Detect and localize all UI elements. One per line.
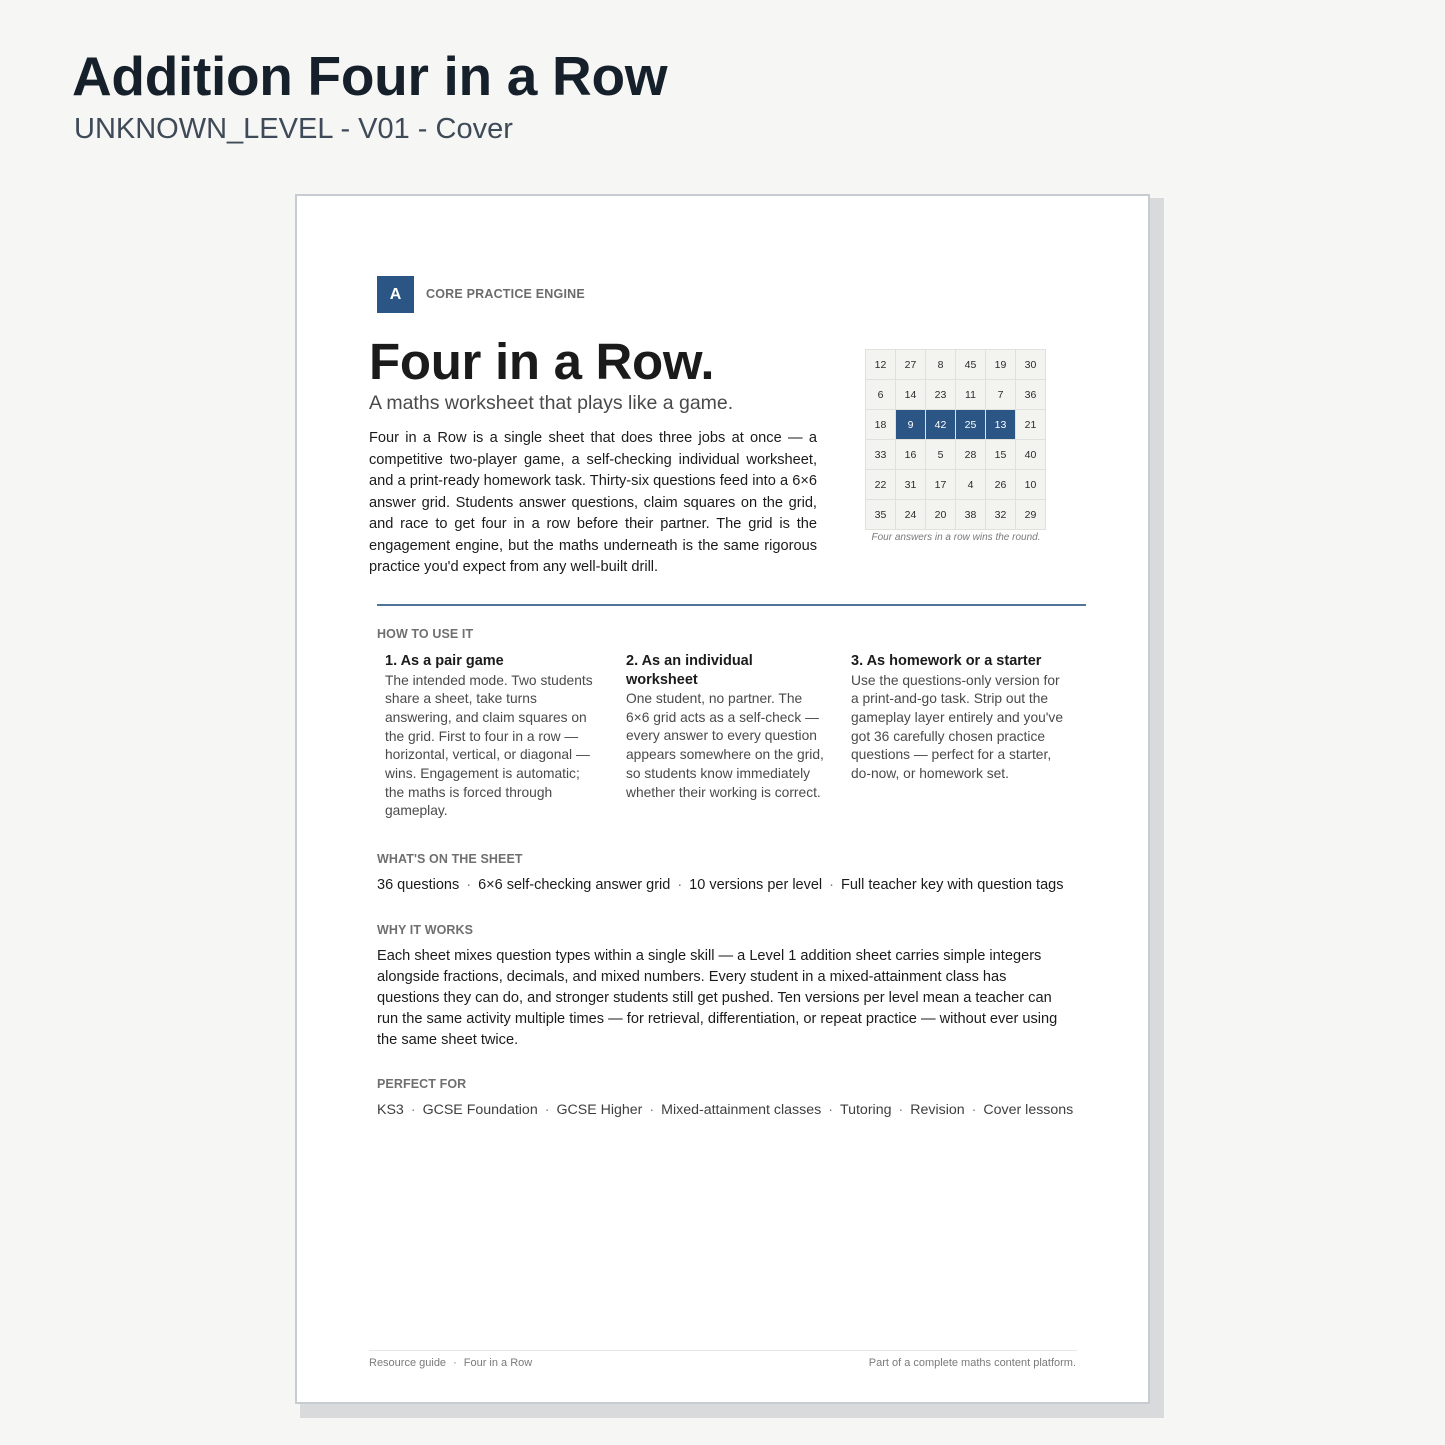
footer-doc-name: Four in a Row <box>463 1357 533 1369</box>
grid-cell: 15 <box>986 440 1016 470</box>
grid-cell: 18 <box>866 410 896 440</box>
grid-cell: 27 <box>896 350 926 380</box>
why-paragraph: Each sheet mixes question types within a single skill — a Level 1 addition sheet carries simple integers alongside fractions, decimals, and mixed numbers. Every student in a mixed-attainment class has questions they can do, and stronger students still get pushed. Ten versions per level mean a teacher can run the same activity multiple times — for retrieval, differentiation, or repeat practice — without ever using the same sheet twice. <box>377 948 1058 1048</box>
how-to-use-label: HOW TO USE IT <box>377 627 474 641</box>
usage-column-individual <box>626 652 826 802</box>
usage-column-pair-game <box>385 652 599 821</box>
footer-right: Part of a complete maths content platform. <box>868 1357 1076 1369</box>
grid-cell: 29 <box>1016 500 1046 530</box>
grid-cell: 17 <box>926 470 956 500</box>
whats-on-label: WHAT'S ON THE SHEET <box>377 852 523 866</box>
usage-body: Use the questions-only version for a print-and-go task. Strip out the gameplay layer entirely and you've got 36 carefully chosen practice questions — perfect for a starter, do-now, or homework set. <box>851 672 1064 782</box>
grid-cell: 32 <box>986 500 1016 530</box>
grid-cell: 16 <box>896 440 926 470</box>
grid-cell: 38 <box>956 500 986 530</box>
section-badge: A <box>377 276 414 313</box>
grid-cell-highlighted: 13 <box>986 410 1016 440</box>
grid-cell: 14 <box>896 380 926 410</box>
usage-body: One student, no partner. The 6×6 grid acts as a self-check — every answer to every question appears somewhere on the grid, so students know immediately whether their working is correct. <box>626 691 824 800</box>
grid-cell: 23 <box>926 380 956 410</box>
grid-cell: 24 <box>896 500 926 530</box>
usage-title: 3. As homework or a starter <box>851 653 1042 669</box>
audience-tag: GCSE Foundation <box>422 1102 538 1118</box>
grid-cell-highlighted: 9 <box>896 410 926 440</box>
page-subtitle: UNKNOWN_LEVEL - V01 - Cover <box>74 113 513 145</box>
audience-tag: GCSE Higher <box>556 1102 643 1118</box>
audience-tag: Cover lessons <box>983 1102 1074 1118</box>
grid-cell: 45 <box>956 350 986 380</box>
grid-cell: 4 <box>956 470 986 500</box>
grid-cell: 6 <box>866 380 896 410</box>
whats-on-item: 6×6 self-checking answer grid <box>478 877 671 893</box>
footer-left: Resource guide · Four in a Row <box>369 1357 533 1369</box>
sheet-title: Four in a Row. <box>369 333 715 390</box>
grid-cell: 28 <box>956 440 986 470</box>
worksheet-cover <box>295 194 1150 1404</box>
usage-column-homework <box>851 652 1069 784</box>
perfect-for-list: KS3 · GCSE Foundation · GCSE Higher · Mixed-attainment classes · Tutoring · Revision · Cover lessons <box>377 1102 1074 1118</box>
grid-cell: 30 <box>1016 350 1046 380</box>
grid-cell: 21 <box>1016 410 1046 440</box>
grid-caption: Four answers in a row wins the round. <box>871 532 1041 543</box>
audience-tag: Revision <box>910 1102 965 1118</box>
footer-divider <box>369 1350 1077 1351</box>
grid-cell: 26 <box>986 470 1016 500</box>
audience-tag: KS3 <box>377 1102 404 1118</box>
audience-tag: Mixed-attainment classes <box>661 1102 822 1118</box>
grid-cell: 35 <box>866 500 896 530</box>
grid-cell: 33 <box>866 440 896 470</box>
whats-on-item: 10 versions per level <box>689 877 823 893</box>
grid-cell: 7 <box>986 380 1016 410</box>
grid-cell: 40 <box>1016 440 1046 470</box>
grid-cell: 22 <box>866 470 896 500</box>
grid-cell: 10 <box>1016 470 1046 500</box>
kicker-label: CORE PRACTICE ENGINE <box>426 287 585 301</box>
grid-cell-highlighted: 42 <box>926 410 956 440</box>
sheet-tagline: A maths worksheet that plays like a game. <box>369 392 734 414</box>
whats-on-item: 36 questions <box>377 877 460 893</box>
grid-cell: 5 <box>926 440 956 470</box>
grid-cell: 36 <box>1016 380 1046 410</box>
usage-title: 2. As an individual worksheet <box>626 653 753 688</box>
usage-title: 1. As a pair game <box>385 653 504 669</box>
answer-grid <box>865 349 1046 530</box>
usage-body: The intended mode. Two students share a sheet, take turns answering, and claim squares on the grid. First to four in a row — horizontal, vertical, or diagonal — wins. Engagement is automatic; the maths is forced through gameplay. <box>385 672 593 819</box>
grid-cell: 11 <box>956 380 986 410</box>
footer-doc-type: Resource guide <box>369 1357 447 1369</box>
grid-cell-highlighted: 25 <box>956 410 986 440</box>
grid-cell: 12 <box>866 350 896 380</box>
page-title: Addition Four in a Row <box>72 45 668 107</box>
grid-cell: 20 <box>926 500 956 530</box>
grid-cell: 19 <box>986 350 1016 380</box>
section-divider <box>377 604 1086 606</box>
grid-cell: 31 <box>896 470 926 500</box>
whats-on-list: 36 questions · 6×6 self-checking answer grid · 10 versions per level · Full teacher key with question tags <box>377 877 1064 893</box>
intro-paragraph: Four in a Row is a single sheet that does three jobs at once — a competitive two-player game, a self-checking individual worksheet, and a print-ready homework task. Thirty-six questions feed into a 6×6 answer grid. Students answer questions, claim squares on the grid, and race to get four in a row before their partner. The grid is the engagement engine, but the maths underneath is the same rigorous practice you'd expect from any well-built drill. <box>369 430 817 575</box>
audience-tag: Tutoring <box>839 1102 892 1118</box>
why-label: WHY IT WORKS <box>377 923 474 937</box>
whats-on-item: Full teacher key with question tags <box>841 877 1064 893</box>
perfect-for-label: PERFECT FOR <box>377 1077 467 1091</box>
grid-cell: 8 <box>926 350 956 380</box>
